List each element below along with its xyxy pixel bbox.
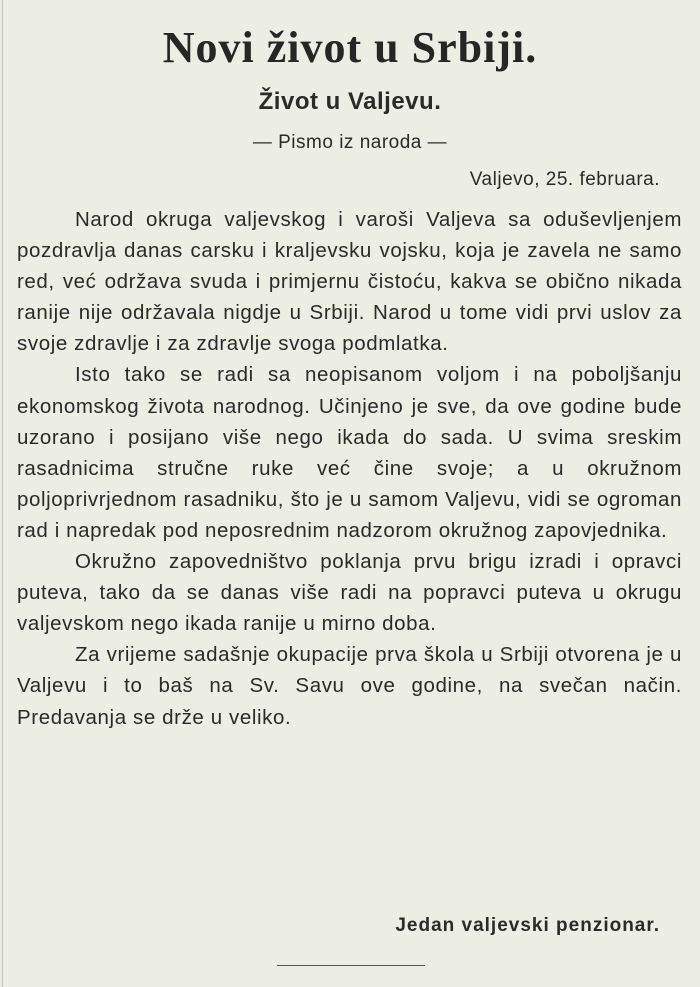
article-source-line: — Pismo iz naroda — [252,132,448,153]
article-title: Novi život u Srbiji. [162,23,538,72]
article-end-rule [277,965,425,966]
article-paragraph: Narod okruga valjevskog i varoši Valjeva sa oduševljenjem pozdravlja danas carsku i kraljevsku vojsku, koja je zavela ne samo red, već održava svuda i primjernu čistoću, kakva se obično nikada ranije nije održavala nigdje u Srbiji. Narod u tome vidi prvi uslov za svoje zdravlje i za zdravlje svoga podmlatka. [17,208,682,356]
article-dateline: Valjevo, 25. februara. [469,169,660,190]
article-signature: Jedan valjevski penzionar. [395,915,660,936]
article-body [17,204,682,733]
article-paragraph: Za vrijeme sadašnje okupacije prva škola u Srbiji otvorena je u Valjevu i to baš na Sv. Savu ove godine, na svečan način. Predavanja se drže u veliko. [17,643,682,729]
article-paragraph: Okružno zapovedništvo poklanja prvu brigu izradi i opravci puteva, tako da se danas više radi na popravci puteva u okrugu valjevskom nego ikada ranije u mirno doba. [17,550,682,636]
article-subtitle: Život u Valjevu. [258,88,442,115]
article-paragraph: Isto tako se radi sa neopisanom voljom i na poboljšanju ekonomskog života narodnog. Učinjeno je sve, da ove godine bude uzorano i posijano više nego ikada do sada. U svima sreskim rasadnicima stručne ruke već čine svoje; a u okružnom poljoprivrjednom rasadniku, što je u samom Valjevu, vidi se ogroman rad i napredak pod neposrednim nadzorom okružnog zapovjednika. [17,363,682,542]
